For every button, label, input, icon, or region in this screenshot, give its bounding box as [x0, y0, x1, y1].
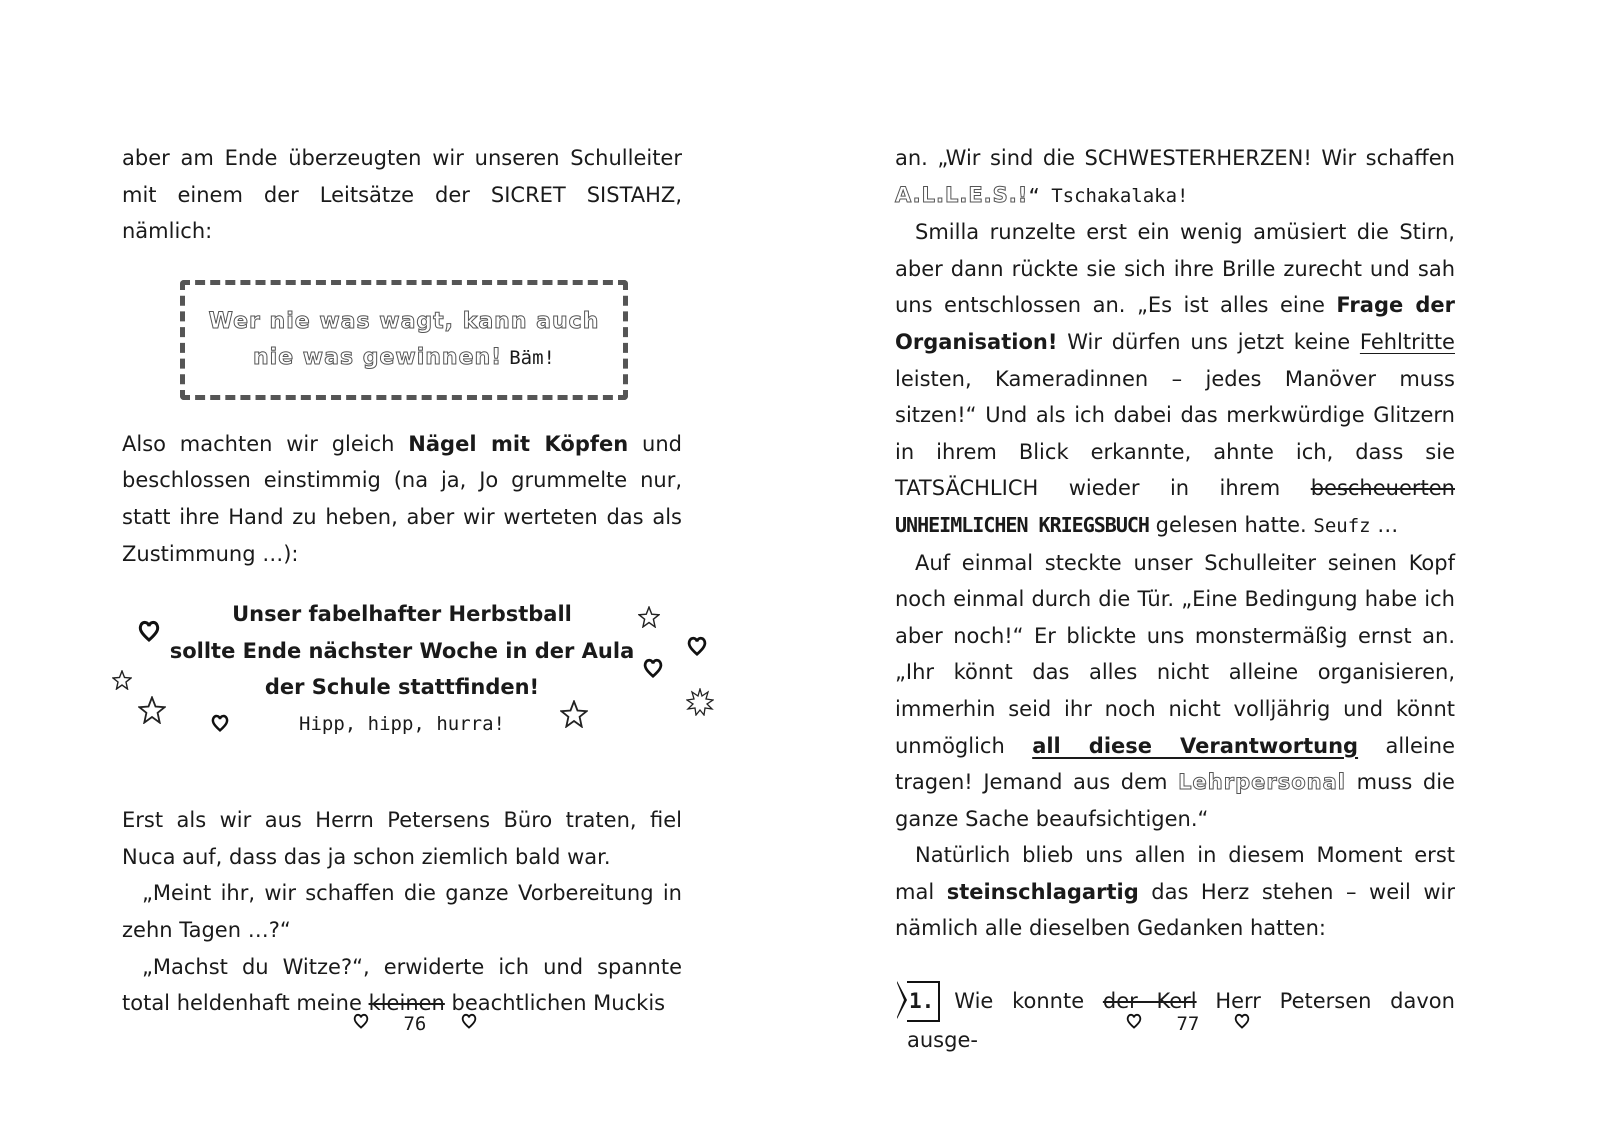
star-icon: [560, 700, 588, 728]
text: an. „Wir sind die SCHWESTERHERZEN! Wir schaffen: [895, 146, 1455, 170]
paragraph-text: Erst als wir aus Herrn Petersens Büro traten, fiel Nuca auf, dass das ja schon ziemlich bald war.: [122, 808, 682, 869]
paragraph: [895, 140, 1455, 214]
paragraph: [122, 802, 682, 875]
heart-icon: [1125, 1013, 1143, 1029]
paragraph: [122, 875, 682, 948]
struck-word: bescheuerten: [1310, 476, 1455, 501]
star-icon: [138, 696, 166, 724]
text: Wie konnte: [954, 989, 1085, 1014]
struck-word: kleinen: [368, 991, 445, 1016]
right-page: [800, 0, 1600, 1131]
heart-icon: [137, 620, 161, 642]
paragraph: [122, 140, 682, 250]
text: Also machten wir gleich: [122, 431, 395, 456]
text: muss die ganze Sache beaufsichtigen.“: [895, 770, 1455, 831]
text: Natürlich blieb uns allen in diesem Moment erst mal: [895, 843, 1455, 904]
starburst-icon: [686, 688, 714, 716]
heart-icon: [686, 636, 708, 656]
star-icon: [638, 606, 660, 628]
announcement-lines: [122, 596, 682, 742]
paragraph: [122, 949, 682, 1022]
paragraph-text: „Meint ihr, wir schaffen die ganze Vorbereitung in zehn Tagen …?“: [122, 881, 682, 942]
underlined-phrase: all diese Verantwortung: [1032, 733, 1359, 758]
quote-tag: Bäm!: [509, 346, 555, 369]
underlined-word: Fehltritte: [1359, 329, 1455, 354]
quote-line: Wer nie was wagt, kann auch: [208, 308, 600, 334]
announcement: [122, 596, 682, 802]
caps-phrase: UNHEIMLICHEN KRIEGSBUCH: [895, 512, 1149, 537]
bold-phrase: steinschlagartig: [946, 879, 1139, 904]
list-number: 1.: [907, 981, 940, 1022]
text: gelesen hatte.: [1155, 512, 1307, 537]
quote-box: [180, 280, 628, 400]
paragraph: [895, 545, 1455, 838]
text: Herr Petersen davon ausge-: [907, 989, 1455, 1052]
text: …: [1370, 512, 1399, 537]
hand-word: Seufz: [1313, 514, 1371, 537]
left-text-column: [122, 140, 682, 1022]
page-number: 77: [1176, 1012, 1200, 1035]
text: “ Tschakalaka!: [1028, 184, 1189, 207]
announcement-line: der Schule stattfinden!: [264, 675, 540, 700]
heart-icon: [1233, 1013, 1251, 1029]
paragraph: [122, 426, 682, 572]
outlined-word: Lehrpersonal: [1178, 770, 1346, 795]
text: Auf einmal steckte unser Schulleiter seinen Kopf noch einmal durch die Tür. „Eine Bedingung habe ich aber noch!“ Er blickte uns monstermäßig ernst an. „Ihr könnt das alles nicht alleine organisieren, immerhin seid ihr noch nicht volljährig und könnt unmöglich: [895, 550, 1455, 758]
right-text-column: [895, 140, 1455, 1058]
paragraph: [895, 214, 1455, 544]
heart-icon: [460, 1013, 478, 1029]
text: Wir dürfen uns jetzt keine: [1067, 329, 1351, 354]
heart-icon: [210, 714, 230, 732]
heart-icon: [642, 658, 664, 678]
star-icon: [112, 670, 132, 690]
text: leisten, Kameradinnen – jedes Manöver muss sitzen!“ Und als ich dabei das merkwürdige Glitzern in ihrem Blick erkannte, ahnte ich, dass sie TATSÄCHLICH wieder in ihrem: [895, 366, 1455, 501]
text: Smilla runzelte erst ein wenig amüsiert die Stirn, aber dann rückte sie sich ihre Brille zurecht und sah uns entschlossen an. „Es ist alles eine: [895, 220, 1455, 318]
page-footer: [1125, 1012, 1251, 1035]
text: beachtlichen Muckis: [451, 991, 666, 1016]
page-footer: [352, 1012, 478, 1035]
text: alleine tragen! Jemand aus dem: [895, 733, 1455, 795]
paragraph: [895, 837, 1455, 947]
paragraph-text: aber am Ende überzeugten wir unseren Schulleiter mit einem der Leitsätze der SICRET SISTAHZ, nämlich:: [122, 146, 682, 244]
bold-phrase: Frage der Organisation!: [895, 293, 1455, 354]
announcement-line: Unser fabelhafter Herbstball: [232, 602, 572, 627]
text: und beschlossen einstimmig (na ja, Jo grummelte nur, statt ihre Hand zu heben, aber wir werteten das als Zustimmung …):: [122, 431, 682, 566]
bold-phrase: Nägel mit Köpfen: [408, 431, 629, 456]
announcement-line: sollte Ende nächster Woche in der Aula: [169, 638, 635, 663]
quote-line: nie was gewinnen!: [253, 344, 503, 370]
page-number: 76: [403, 1012, 427, 1035]
announcement-cheer: Hipp, hipp, hurra!: [299, 712, 505, 735]
struck-word: der Kerl: [1102, 989, 1197, 1014]
text: „Machst du Witze?“, erwiderte ich und spannte total heldenhaft meine: [122, 954, 682, 1016]
outlined-word: A.L.L.E.S.!: [895, 182, 1029, 207]
text: das Herz stehen – weil wir nämlich alle dieselben Gedanken hatten:: [895, 879, 1455, 941]
heart-icon: [352, 1013, 370, 1029]
